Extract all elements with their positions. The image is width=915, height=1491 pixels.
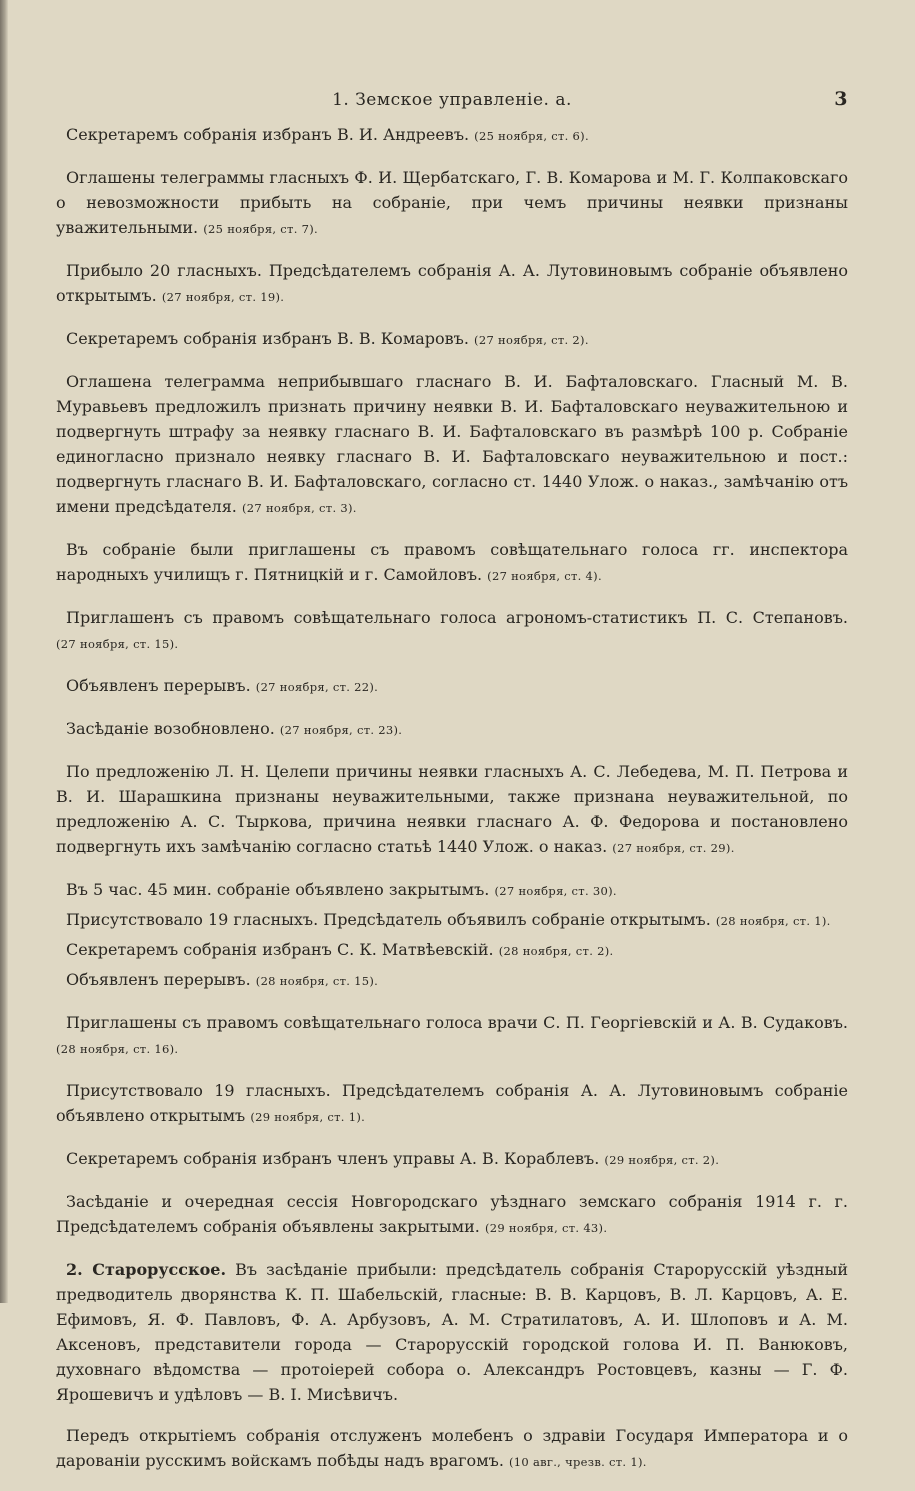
paragraph	[56, 1146, 848, 1173]
document-page	[56, 88, 848, 1491]
paragraph	[56, 759, 848, 861]
citation-ref: (25 ноября, ст. 6).	[474, 129, 589, 143]
paragraph	[56, 1189, 848, 1241]
paragraph	[56, 1078, 848, 1130]
paragraph-text: Передъ открытіемъ собранія отслуженъ молебенъ о здравіи Государя Императора и о дарованіи русскимъ войскамъ побѣды надъ врагомъ.	[56, 1426, 848, 1470]
citation-ref: (28 ноября, ст. 1).	[715, 914, 831, 928]
paragraph-text: Присутствовало 19 гласныхъ. Предсѣдателемъ собранія А. А. Лутовиновымъ собраніе объявлено открытымъ	[56, 1081, 848, 1125]
paragraph	[56, 537, 848, 589]
paragraph	[56, 967, 848, 994]
citation-ref: (29 ноября, ст. 1).	[250, 1110, 366, 1124]
paragraph-text: Въ засѣданіе прибыли: предсѣдатель собранія Старорусскій уѣздный предводитель дворянства К. П. Шабельскій, гласные: В. В. Карцовъ, В. Л. Карцовъ, А. Е. Ефимовъ, Я. Ф. Павловъ, Ф. А. Арбузовъ, А. М. Стратилатовъ, А. И. Шлоповъ и А. М. Аксеновъ, представители города — Старорусскій городской голова И. П. Ванюковъ, духовнаго вѣдомства — протоіерей собора о. Александръ Ростовцевъ, казны — Г. Ф. Ярошевичъ и удѣловъ — В. І. Мисѣвичъ.	[56, 1260, 849, 1404]
citation-ref: (29 ноября, ст. 43).	[484, 1221, 608, 1235]
citation-ref: (27 ноября, ст. 3).	[241, 501, 357, 515]
paragraph-text: Въ 5 час. 45 мин. собраніе объявлено закрытымъ.	[66, 880, 490, 899]
section-title: 1. Земское управленіе. а.	[332, 90, 572, 110]
citation-ref: (27 ноября, ст. 2).	[474, 333, 589, 347]
paragraph	[56, 122, 848, 149]
citation-ref: (27 ноября, ст. 22).	[255, 680, 379, 694]
paragraph-text: Присутствовало 19 гласныхъ. Предсѣдатель объявилъ собраніе открытымъ.	[66, 910, 711, 929]
paragraph-text: Прибыло 20 гласныхъ. Предсѣдателемъ собранія А. А. Лутовиновымъ собраніе объявлено открытымъ.	[56, 261, 848, 305]
citation-ref: (27 ноября, ст. 19).	[161, 290, 285, 304]
paragraph	[56, 877, 848, 904]
paragraph-text: Засѣданіе возобновлено.	[66, 719, 275, 738]
paragraph-text: Засѣданіе и очередная сессія Новгородскаго уѣзднаго земскаго собранія 1914 г. г. Предсѣдателемъ собранія объявлены закрытыми.	[56, 1192, 848, 1236]
citation-ref: (25 ноября, ст. 7).	[203, 222, 318, 236]
paragraph	[56, 165, 848, 242]
citation-ref: (27 ноября, ст. 15).	[56, 637, 179, 651]
paragraph-text: Секретаремъ собранія избранъ С. К. Матвѣевскій.	[66, 940, 494, 959]
citation-ref: (27 ноября, ст. 23).	[279, 723, 403, 737]
paragraph-text: Приглашены съ правомъ совѣщательнаго голоса врачи С. П. Георгіевскій и А. В. Судаковъ.	[66, 1013, 848, 1032]
paragraph-text: Приглашенъ съ правомъ совѣщательнаго голоса агрономъ-статистикъ П. С. Степановъ.	[66, 608, 848, 627]
paragraph-text: Оглашена телеграмма неприбывшаго гласнаго В. И. Бафталовскаго. Гласный М. В. Муравьевъ предложилъ признать причину неявки В. И. Бафталовскаго неуважительною и подвергнуть штрафу за неявку гласнаго В. И. Бафталовскаго въ размѣрѣ 100 р. Собраніе единогласно признало неявку гласнаго В. И. Бафталовскаго неуважительною и пост.: подвергнуть гласнаго В. И. Бафталовскаго, согласно ст. 1440 Улож. о наказ., замѣчанію отъ имени предсѣдателя.	[56, 372, 848, 516]
citation-ref: (27 ноября, ст. 30).	[494, 884, 617, 898]
citation-ref: (10 авг., чрезв. ст. 1).	[509, 1455, 647, 1469]
paragraph	[56, 369, 848, 521]
page-number: 3	[834, 88, 848, 110]
paragraph	[56, 258, 848, 310]
paragraph-text: По предложенію Л. Н. Целепи причины неявки гласныхъ А. С. Лебедева, М. П. Петрова и В. И. Шарашкина признаны неуважительными, также признана неуважительной, по предложенію А. С. Тыркова, причина неявки гласнаго А. Ф. Федорова и постановлено подвергнуть ихъ замѣчанію согласно статьѣ 1440 Улож. о наказ.	[56, 762, 848, 856]
paragraph-text: Секретаремъ собранія избранъ В. И. Андреевъ.	[66, 125, 470, 144]
paragraph	[56, 605, 848, 657]
citation-ref: (28 ноября, ст. 2).	[498, 944, 614, 958]
paragraph	[56, 907, 848, 934]
citation-ref: (27 ноября, ст. 4).	[487, 569, 602, 583]
paragraph	[56, 716, 848, 743]
paragraph-text: Въ собраніе были приглашены съ правомъ совѣщательнаго голоса гг. инспектора народныхъ училищъ г. Пятницкій и г. Самойловъ.	[56, 540, 848, 584]
paragraph	[56, 326, 848, 353]
paragraph-text: Секретаремъ собранія избранъ членъ управы А. В. Кораблевъ.	[66, 1149, 600, 1168]
citation-ref: (27 ноября, ст. 29).	[612, 841, 735, 855]
citation-ref: (28 ноября, ст. 15).	[255, 974, 379, 988]
citation-ref: (28 ноября, ст. 16).	[56, 1042, 179, 1056]
body-text	[56, 122, 848, 1475]
paragraph	[56, 673, 848, 700]
citation-ref: (29 ноября, ст. 2).	[604, 1153, 720, 1167]
section-lead: 2. Старорусское.	[66, 1260, 227, 1279]
paragraph-text: Оглашены телеграммы гласныхъ Ф. И. Щербатскаго, Г. В. Комарова и М. Г. Колпаковскаго о невозможности прибыть на собраніе, при чемъ причины неявки признаны уважительными.	[56, 168, 848, 237]
page-binding-edge	[0, 0, 8, 1303]
paragraph	[56, 937, 848, 964]
paragraph-text: Объявленъ перерывъ.	[66, 676, 251, 695]
paragraph	[56, 1010, 848, 1062]
paragraph	[56, 1257, 848, 1407]
paragraph-text: Объявленъ перерывъ.	[66, 970, 251, 989]
paragraph-text: Секретаремъ собранія избранъ В. В. Комаровъ.	[66, 329, 469, 348]
running-head	[56, 88, 848, 122]
paragraph	[56, 1423, 848, 1475]
